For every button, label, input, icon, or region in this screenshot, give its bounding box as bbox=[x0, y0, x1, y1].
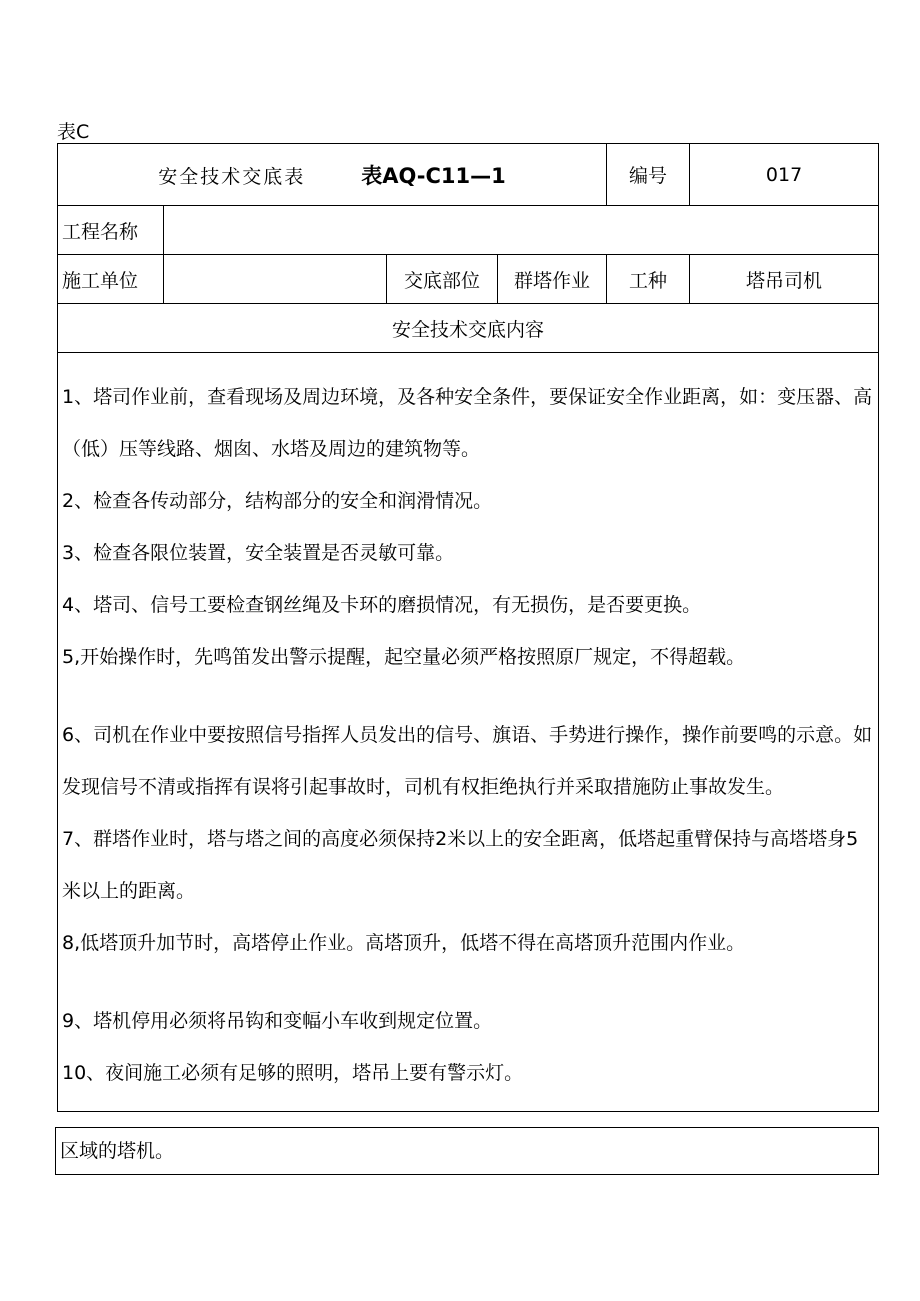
content-heading: 安全技术交底内容 bbox=[58, 304, 879, 353]
content-item: 7、群塔作业时，塔与塔之间的高度必须保持2米以上的安全距离，低塔起重臂保持与高塔塔身5米以上的距离。 bbox=[62, 828, 859, 902]
briefing-part-value: 群塔作业 bbox=[498, 255, 607, 304]
number-value: 017 bbox=[690, 144, 879, 206]
trade-value: 塔吊司机 bbox=[690, 255, 879, 304]
number-label: 编号 bbox=[607, 144, 690, 206]
content-item: 8,低塔顶升加节时，高塔停止作业。高塔顶升，低塔不得在高塔顶升范围内作业。 bbox=[62, 932, 746, 954]
form-tag: 表C bbox=[57, 121, 90, 143]
construction-unit-value bbox=[164, 255, 387, 304]
content-item: 6、司机在作业中要按照信号指挥人员发出的信号、旗语、手势进行操作，操作前要鸣的示意。如发现信号不清或指挥有误将引起事故时，司机有权拒绝执行并采取措施防止事故发生。 bbox=[62, 724, 873, 798]
content-item: 9、塔机停用必须将吊钩和变幅小车收到规定位置。 bbox=[62, 1010, 493, 1032]
content-item: 2、检查各传动部分，结构部分的安全和润滑情况。 bbox=[62, 490, 493, 512]
safety-briefing-table bbox=[57, 143, 879, 1112]
content-item: 3、检查各限位装置，安全装置是否灵敏可靠。 bbox=[62, 542, 455, 564]
form-code: 表AQ-C11—1 bbox=[361, 163, 506, 188]
form-title: 安全技术交底表 bbox=[158, 165, 306, 188]
continuation-box: 区域的塔机。 bbox=[55, 1127, 879, 1175]
project-name-label: 工程名称 bbox=[58, 206, 164, 255]
trade-label: 工种 bbox=[607, 255, 690, 304]
briefing-part-label: 交底部位 bbox=[387, 255, 498, 304]
content-item: 1、塔司作业前，查看现场及周边环境，及各种安全条件，要保证安全作业距离，如：变压器、高（低）压等线路、烟囱、水塔及周边的建筑物等。 bbox=[62, 386, 873, 460]
content-item: 10、夜间施工必须有足够的照明，塔吊上要有警示灯。 bbox=[62, 1062, 524, 1084]
content-item: 4、塔司、信号工要检查钢丝绳及卡环的磨损情况，有无损伤，是否要更换。 bbox=[62, 594, 702, 616]
content-body bbox=[58, 353, 879, 1112]
construction-unit-label: 施工单位 bbox=[58, 255, 164, 304]
content-item: 5,开始操作时，先鸣笛发出警示提醒，起空量必须严格按照原厂规定，不得超载。 bbox=[62, 646, 746, 668]
project-name-value bbox=[164, 206, 879, 255]
form-title-cell bbox=[58, 144, 607, 206]
